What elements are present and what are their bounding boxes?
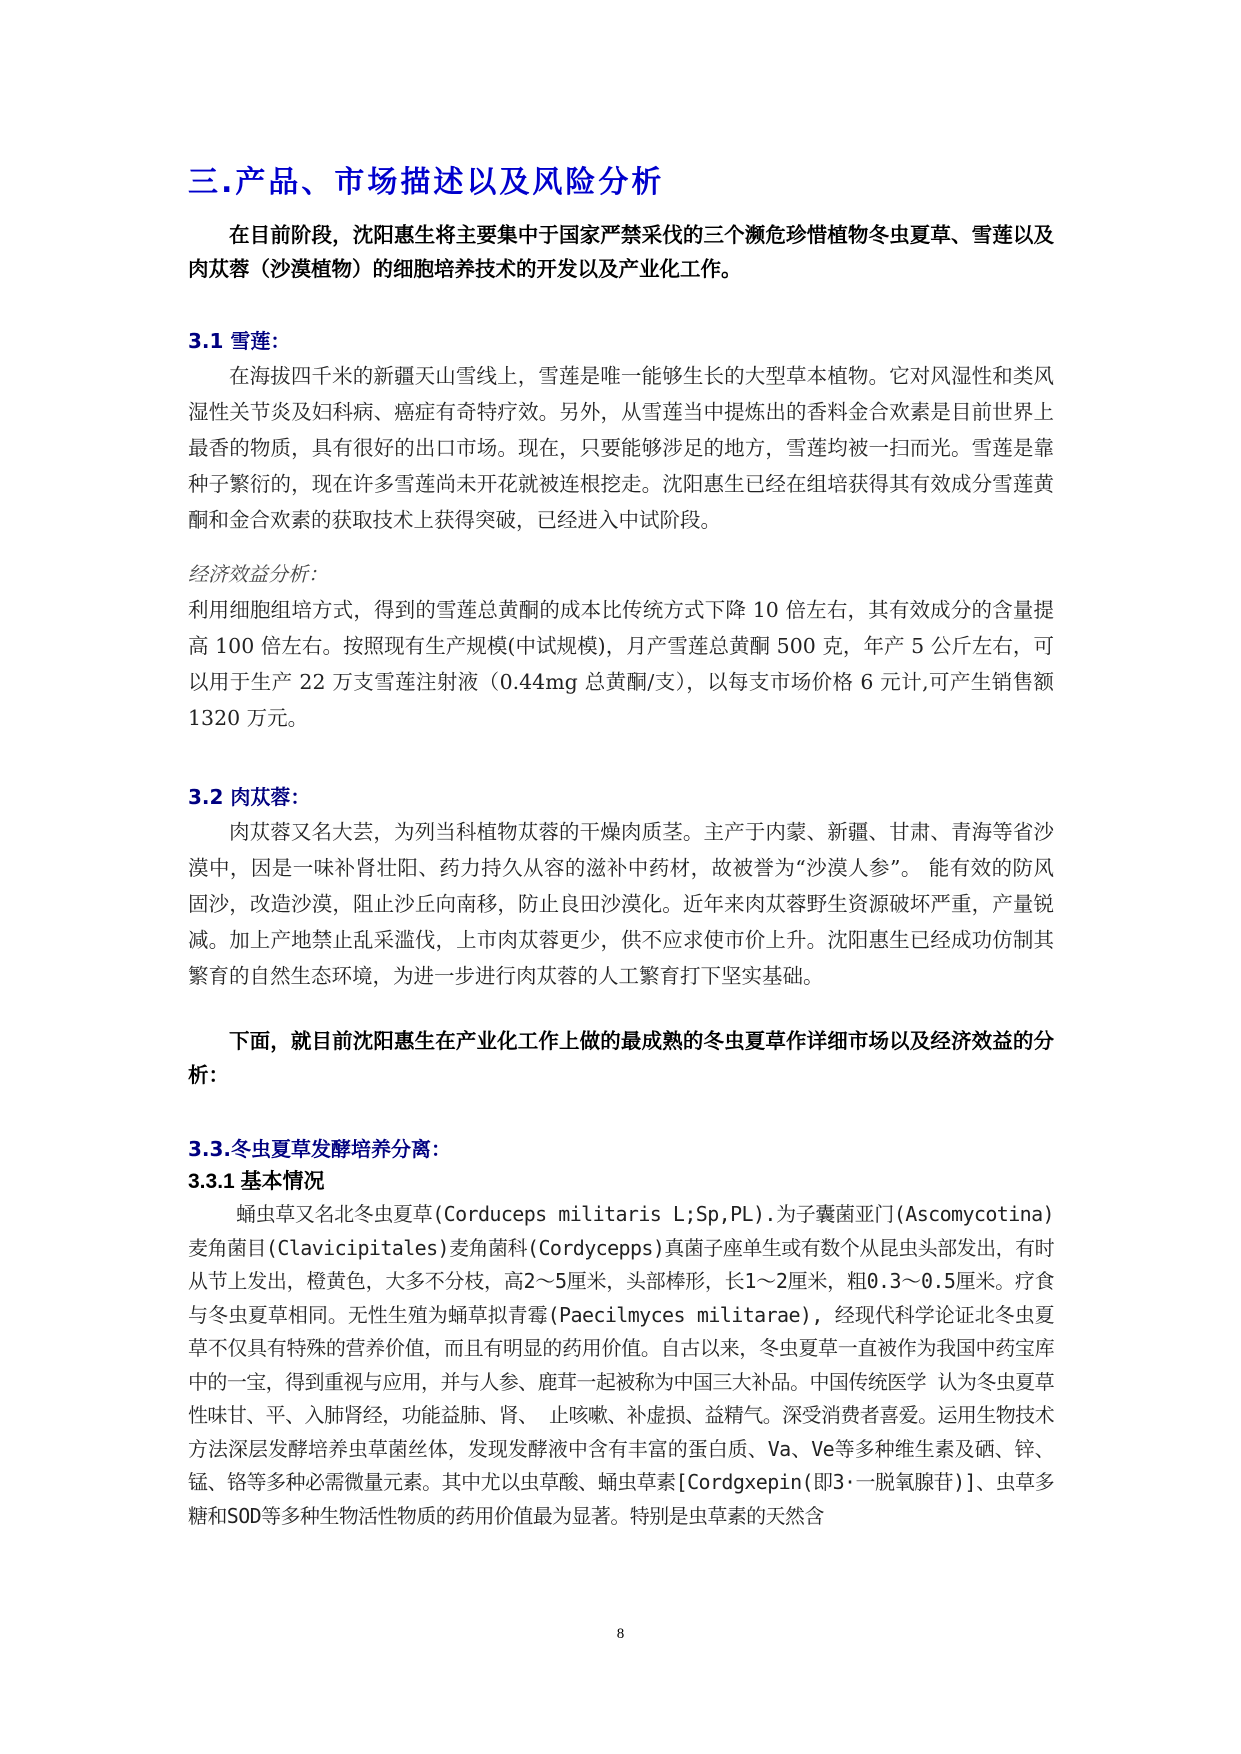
cistanche-paragraph: 肉苁蓉又名大芸，为列当科植物苁蓉的干燥肉质茎。主产于内蒙、新疆、甘肃、青海等省沙漠中，因是一味补肾壮阳、药力持久从容的滋补中药材，故被誉为“沙漠人参”。 能有效的防风固沙，改造沙漠，阻止沙丘向南移，防止良田沙漠化。近年来肉苁蓉野生资源破坏严重，产量锐减。加上产地禁止乱采滥伐，上市肉苁蓉更少，供不应求使市价上升。沈阳惠生已经成功仿制其繁育的自然生态环境，为进一步进行肉苁蓉的人工繁育打下坚实基础。 xyxy=(188,820,1054,988)
economic-analysis-label: 经济效益分析： xyxy=(188,562,328,586)
subsection-heading-3-3: 3.3.冬虫夏草发酵培养分离： xyxy=(188,1137,452,1161)
page-number: 8 xyxy=(616,1626,625,1642)
subsection-heading-3-2: 3.2 肉苁蓉： xyxy=(188,785,311,809)
subsection-heading-3-1: 3.1 雪莲： xyxy=(188,329,291,353)
page-content xyxy=(188,162,1054,1533)
subsection-heading-3-3-1: 3.3.1 基本情况 xyxy=(188,1170,325,1193)
intro-paragraph: 在目前阶段，沈阳惠生将主要集中于国家严禁采伐的三个濒危珍惜植物冬虫夏草、雪莲以及肉苁蓉（沙漠植物）的细胞培养技术的开发以及产业化工作。 xyxy=(188,223,1054,281)
section-heading: 三.产品、市场描述以及风险分析 xyxy=(188,165,665,200)
transition-paragraph: 下面，就目前沈阳惠生在产业化工作上做的最成熟的冬虫夏草作详细市场以及经济效益的分析： xyxy=(188,1029,1054,1087)
cordyceps-paragraph: 蛹虫草又名北冬虫夏草(Corduceps militaris L;Sp,PL).为子囊菌亚门(Ascomycotina)麦角菌目(Clavicipitales)麦角菌科(Cordycepps)真菌子座单生或有数个从昆虫头部发出，有时从节上发出，橙黄色，大多不分枝，高2～5厘米，头部棒形，长1～2厘米，粗0.3～0.5厘米。疗食与冬虫夏草相同。无性生殖为蛹草拟青霉(Paecilmyces militarae), 经现代科学论证北冬虫夏草不仅具有特殊的营养价值，而且有明显的药用价值。自古以来，冬虫夏草一直被作为我国中药宝库中的一宝，得到重视与应用，并与人参、鹿茸一起被称为中国三大补品。中国传统医学 认为冬虫夏草性味甘、平、入肺肾经，功能益肺、肾、 止咳嗽、补虚损、益精气。深受消费者喜爱。运用生物技术方法深层发酵培养虫草菌丝体，发现发酵液中含有丰富的蛋白质、Va、Ve等多种维生素及硒、锌、锰、铬等多种必需微量元素。其中尤以虫草酸、蛹虫草素[Cordgxepin(即3·一脱氧腺苷)]、虫草多糖和SOD等多种生物活性物质的药用价值最为显著。特别是虫草素的天然含 xyxy=(188,1202,1054,1528)
economic-analysis-paragraph: 利用细胞组培方式，得到的雪莲总黄酮的成本比传统方式下降 10 倍左右，其有效成分的含量提高 100 倍左右。按照现有生产规模(中试规模)，月产雪莲总黄酮 500 克，年产 5 公斤左右，可以用于生产 22 万支雪莲注射液（0.44mg 总黄酮/支），以每支市场价格 6 元计,可产生销售额 1320 万元。 xyxy=(188,598,1054,730)
snow-lotus-paragraph: 在海拔四千米的新疆天山雪线上，雪莲是唯一能够生长的大型草本植物。它对风湿性和类风湿性关节炎及妇科病、癌症有奇特疗效。另外，从雪莲当中提炼出的香料金合欢素是目前世界上最香的物质，具有很好的出口市场。现在，只要能够涉足的地方，雪莲均被一扫而光。雪莲是靠种子繁衍的，现在许多雪莲尚未开花就被连根挖走。沈阳惠生已经在组培获得其有效成分雪莲黄酮和金合欢素的获取技术上获得突破，已经进入中试阶段。 xyxy=(188,364,1054,532)
